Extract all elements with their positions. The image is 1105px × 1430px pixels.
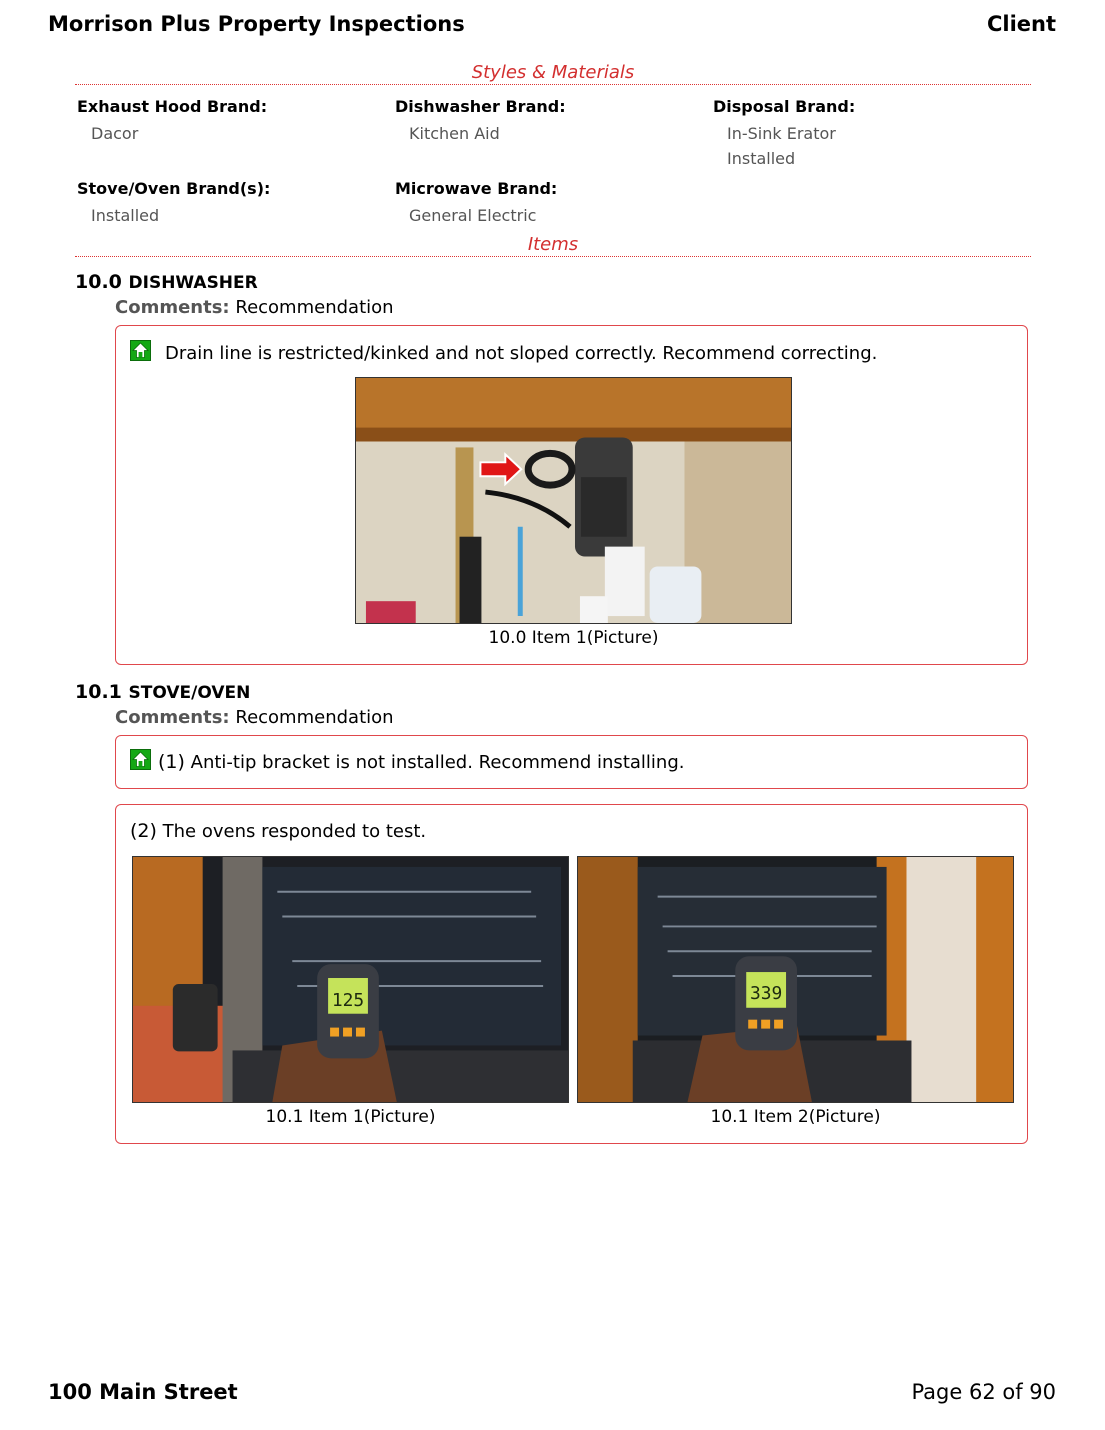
- field-value: Kitchen Aid: [409, 124, 500, 143]
- thermometer-reading: 339: [749, 982, 783, 1004]
- comment-text: Drain line is restricted/kinked and not sloped correctly. Recommend correcting.: [165, 343, 878, 364]
- comments-value: Recommendation: [235, 297, 394, 318]
- dishwasher-brand-field: [395, 96, 695, 146]
- field-label: Stove/Oven Brand(s):: [77, 179, 271, 198]
- recommendation-house-icon: [130, 340, 151, 361]
- field-label: Disposal Brand:: [713, 97, 856, 116]
- property-address: 100 Main Street: [48, 1380, 238, 1404]
- comment-text: [158, 751, 684, 773]
- item-heading-stove-oven: [75, 681, 250, 703]
- photo-caption: 10.1 Item 1(Picture): [265, 1107, 436, 1127]
- field-value: General Electric: [409, 206, 537, 225]
- field-value: Installed: [91, 206, 160, 225]
- photo-caption: 10.0 Item 1(Picture): [488, 628, 659, 648]
- disposal-brand-field: [713, 96, 1013, 171]
- comment-number: (2): [130, 820, 157, 842]
- oven-thermometer-photo-1[interactable]: [132, 856, 569, 1103]
- comment-text: [130, 820, 426, 842]
- microwave-brand-field: [395, 178, 695, 228]
- items-title: Items: [527, 234, 579, 255]
- styles-materials-title: Styles & Materials: [471, 62, 635, 83]
- oven-thermometer-photo-2[interactable]: [577, 856, 1014, 1103]
- field-value: Installed: [727, 149, 796, 168]
- stove-oven-brand-field: [77, 178, 377, 228]
- comment-box: [115, 325, 1028, 665]
- comments-value: Recommendation: [235, 707, 394, 728]
- comment-number: (1): [158, 751, 185, 773]
- comments-label: Comments:: [115, 707, 230, 728]
- item-number: 10.1: [75, 681, 122, 703]
- comment-box: [115, 804, 1028, 1144]
- item-name: STOVE/OVEN: [128, 683, 251, 703]
- item-name: DISHWASHER: [128, 273, 258, 293]
- field-value: In-Sink Erator: [727, 124, 836, 143]
- recommendation-house-icon: [130, 749, 151, 770]
- page-number: Page 62 of 90: [911, 1380, 1056, 1404]
- company-name: Morrison Plus Property Inspections: [48, 12, 465, 36]
- comments-label: Comments:: [115, 297, 230, 318]
- field-label: Microwave Brand:: [395, 179, 558, 198]
- photo-caption: 10.1 Item 2(Picture): [710, 1107, 881, 1127]
- client-name: Client: [986, 12, 1056, 36]
- comment-body: The ovens responded to test.: [162, 821, 427, 842]
- item-number: 10.0: [75, 271, 122, 293]
- comment-body: Anti-tip bracket is not installed. Recommend installing.: [190, 752, 685, 773]
- item-comments: [115, 707, 394, 728]
- section-divider: [75, 256, 1031, 257]
- section-divider: [75, 84, 1031, 85]
- exhaust-hood-field: [77, 96, 377, 146]
- dishwasher-drain-photo[interactable]: [355, 377, 792, 624]
- field-value: Dacor: [91, 124, 139, 143]
- thermometer-reading: 125: [331, 989, 365, 1011]
- field-label: Exhaust Hood Brand:: [77, 97, 268, 116]
- field-label: Dishwasher Brand:: [395, 97, 566, 116]
- item-comments: [115, 297, 394, 318]
- comment-box: [115, 735, 1028, 789]
- item-heading-dishwasher: [75, 271, 258, 293]
